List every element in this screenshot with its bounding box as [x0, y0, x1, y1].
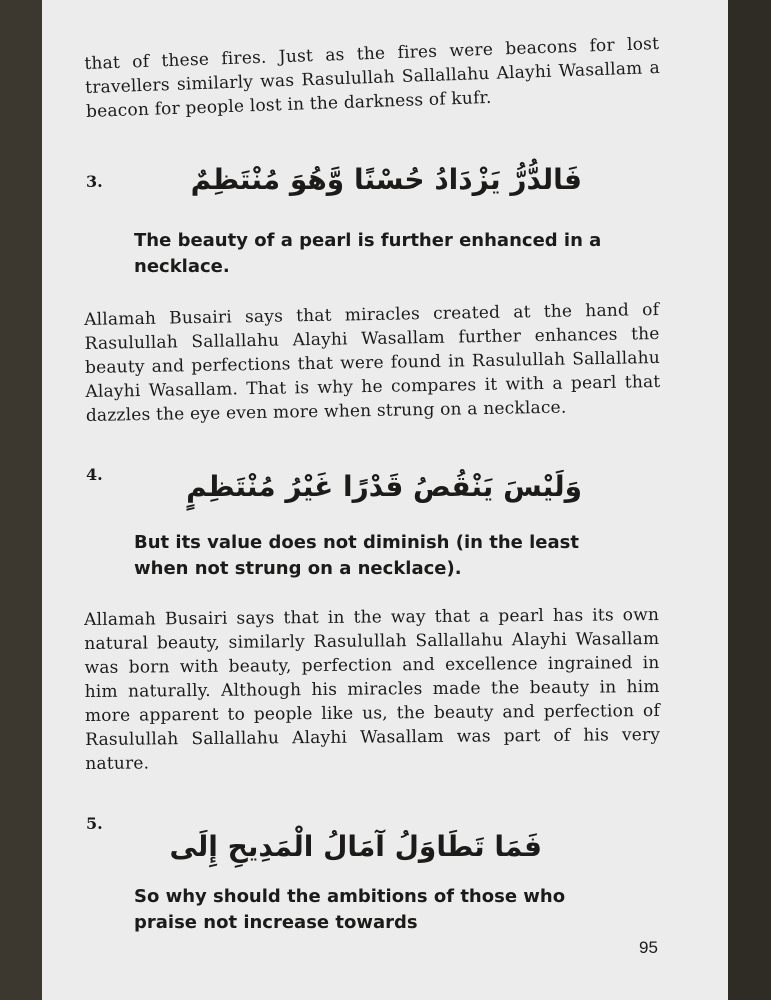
arabic-verse: وَلَيْسَ يَنْقُصُ قَدْرًا غَيْرُ مُنْتَظِمٍ	[186, 470, 582, 503]
verse-commentary: Allamah Busairi says that in the way that a pearl has its own natural beauty, similarly Rasulullah Sallallahu Alayhi Wasallam was born with beauty, perfection and excellence ingrained in him naturally. Although his miracles made the beauty in him more apparent to people like us, the beauty and perfection of Rasulullah Sallallahu Alayhi Wasallam was part of his very nature.	[84, 604, 661, 774]
page-number: 95	[639, 938, 658, 957]
verse-translation: But its value does not diminish (in the least when not strung on a necklace).	[134, 532, 579, 579]
verse-commentary: Allamah Busairi says that miracles created at the hand of Rasulullah Sallallahu Alayhi Wasallam further enhances the beauty and perfections that were found in Rasulullah Sallallahu Alayhi Wasallam. That is why he compares it with a pearl that dazzles the eye even more when strung on a necklace.	[84, 299, 661, 426]
book-edge-left	[0, 0, 42, 1000]
intro-paragraph: that of these fires. Just as the fires were beacons for lost travellers similarly was Rasulullah Sallallahu Alayhi Wasallam a beacon for people lost in the darkness of kufr.	[84, 33, 661, 122]
verse-number: 4.	[86, 465, 103, 484]
verse-translation: The beauty of a pearl is further enhanced in a necklace.	[134, 230, 602, 277]
verse-translation: So why should the ambitions of those who praise not increase towards	[134, 886, 566, 933]
book-page	[42, 0, 728, 1000]
verse-number: 5.	[86, 814, 103, 833]
book-edge-right	[728, 0, 771, 1000]
arabic-verse: فَالدُّرُّ يَزْدَادُ حُسْنًا وَّهُوَ مُنْتَظِمٌ	[190, 163, 582, 196]
arabic-verse: فَمَا تَطَاوَلُ آمَالُ الْمَدِيحِ إِلَى	[169, 830, 542, 863]
verse-number: 3.	[86, 172, 103, 191]
